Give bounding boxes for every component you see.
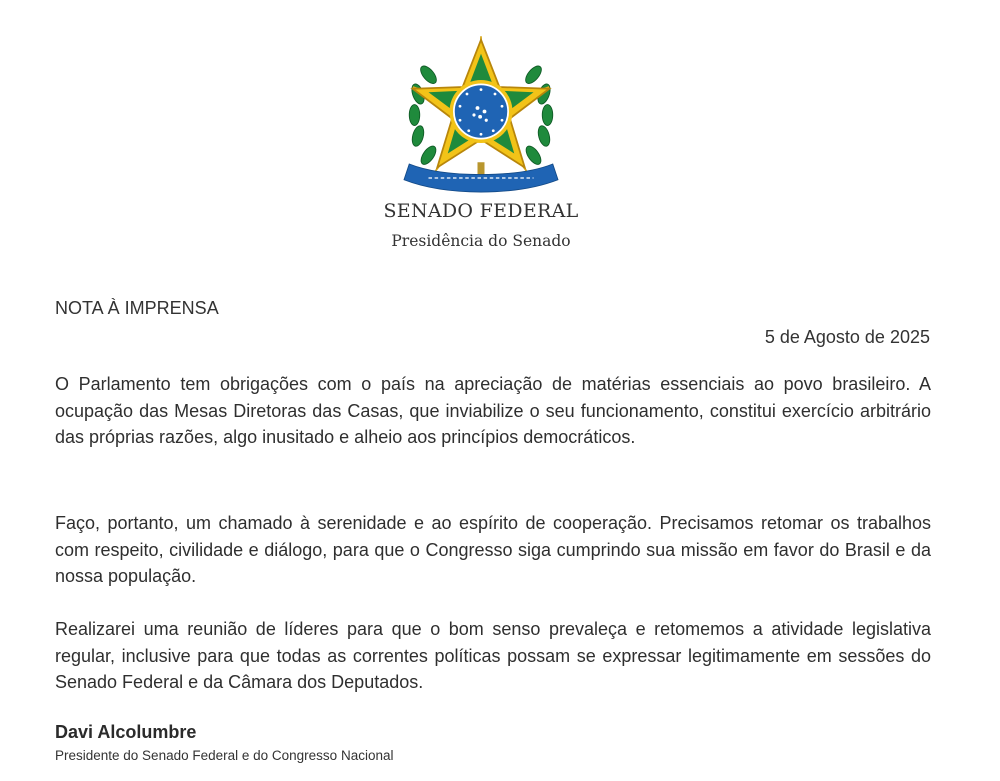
note-title: NOTA À IMPRENSA: [55, 298, 219, 318]
organization-name: SENADO FEDERAL: [383, 200, 579, 222]
brazil-coat-of-arms-icon: [393, 24, 569, 199]
paragraph-2: Faço, portanto, um chamado à serenidade e ao espírito de cooperação. Precisamos retomar os trabalhos com respeito, civilidade e diálogo, para que o Congresso siga cumprindo sua missão em favor do Brasil e da nossa população.: [55, 513, 931, 586]
paragraph-1: O Parlamento tem obrigações com o país na apreciação de matérias essenciais ao povo brasileiro. A ocupação das Mesas Diretoras das Casas, que inviabilize o seu funcionamento, constitui exercício arbitrário das próprias razões, algo inusitado e alheio aos princípios democráticos.: [55, 374, 931, 447]
signatory-role: Presidente do Senado Federal e do Congresso Nacional: [55, 748, 394, 763]
note-date: 5 de Agosto de 2025: [764, 327, 930, 347]
department-name: Presidência do Senado: [391, 232, 571, 250]
signatory-name: Davi Alcolumbre: [55, 722, 197, 742]
paragraph-3: Realizarei uma reunião de líderes para que o bom senso prevaleça e retomemos a atividade legislativa regular, inclusive para que todas as correntes políticas possam se expressar legitimamente em sessões do Senado Federal e da Câmara dos Deputados.: [55, 619, 931, 692]
